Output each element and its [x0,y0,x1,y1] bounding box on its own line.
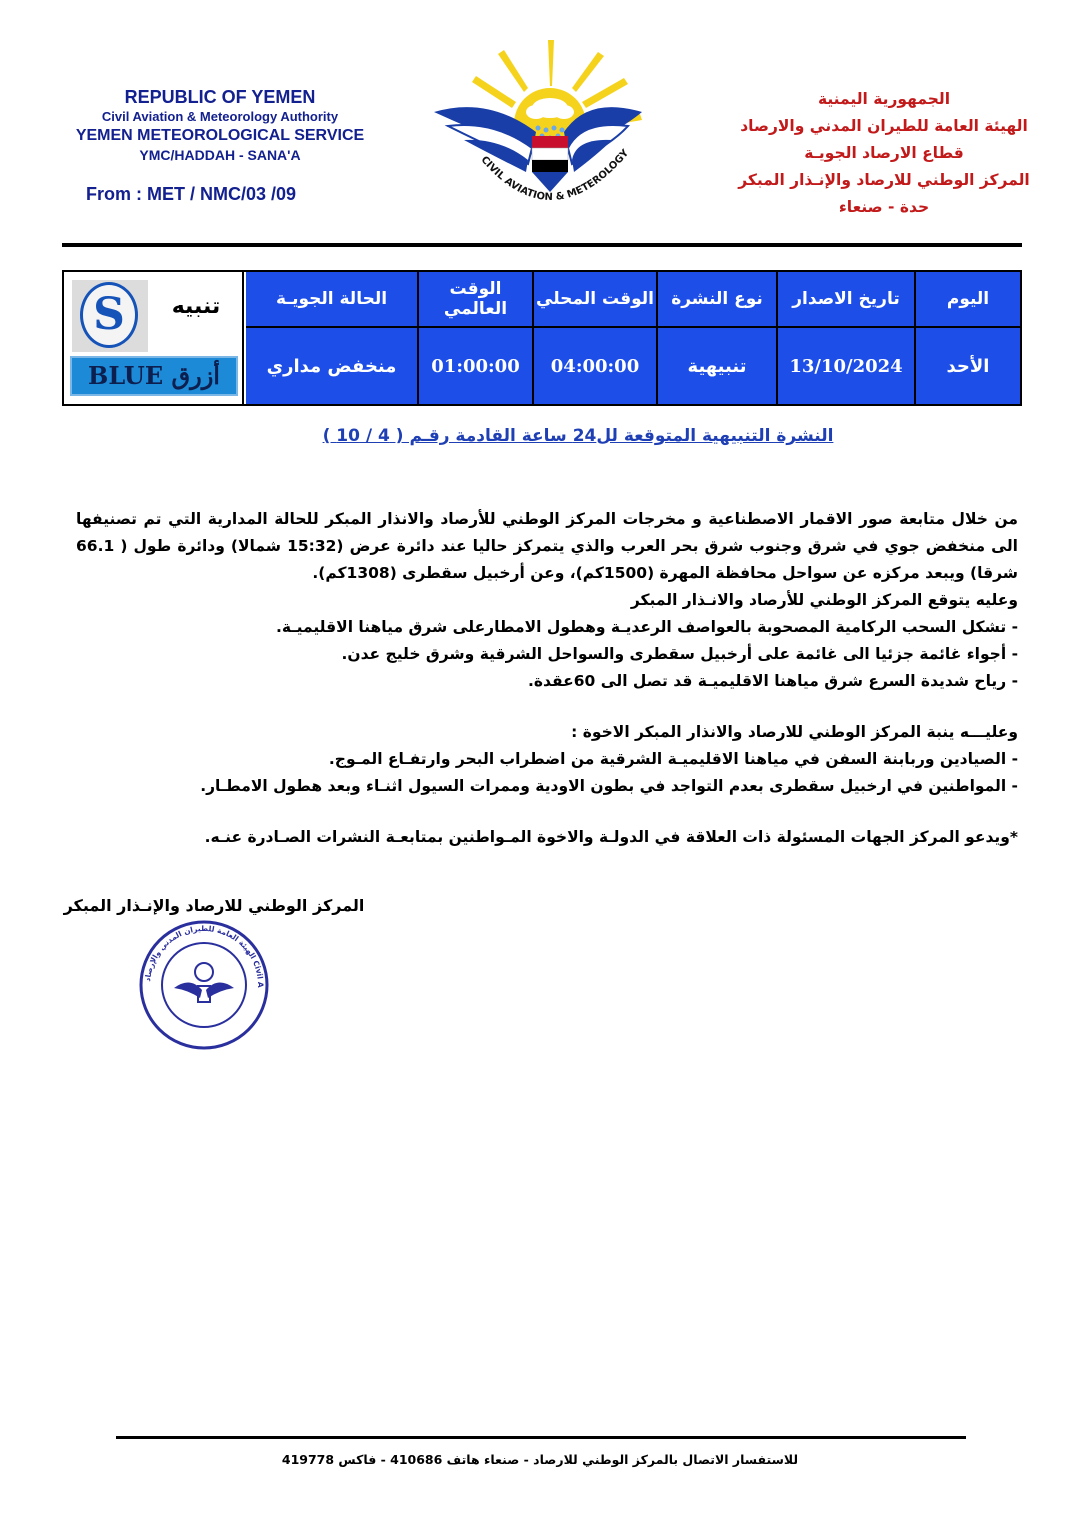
forecast-item: - رياح شديدة السرع شرق مياهنا الاقليميـة قد تصل الى 60عقدة. [527,672,1018,690]
warning-intro: وعليـــه ينبة المركز الوطني للارصاد والانذار المبكر الاخوة : [571,723,1018,741]
sector-name-ar: قطاع الارصاد الجويـة [804,144,964,162]
intro-paragraph: من خلال متابعة صور الاقمار الاصطناعية و مخرجات المركز الوطني للأرصاد والانذار المبكر للحالة المدارية التي تم تصنيفها الى منخفض جوي في شرق وجنوب شرق بحر العرب والذي يتمركز حاليا عند دائرة عرض (15:32 شمالا) ودائرة طول ( 66.1 شرقا) ويبعد مركزه عن سواحل محافظة المهرة (1500كم)، وعن أرخبيل سقطرى (1308كم). [76,510,1018,582]
signature-title: المركز الوطني للارصاد والإنـذار المبكر [63,896,365,915]
forecast-item: - تشكل السحب الركامية المصحوبة بالعواصف الرعديـة وهطول الامطارعلى شرق مياهنا الاقليميـة. [276,618,1018,636]
official-seal [136,918,272,1052]
bulletin-body [76,506,1018,851]
header-utc-time: الوقت العالمي [443,279,508,319]
arabic-header [734,86,1034,221]
from-line: From : MET / NMC/03 /09 [86,184,297,204]
badge-warning-word: تنبيه [171,294,221,319]
value-weather-state: منخفض مداري [266,355,397,377]
warning-level-badge [64,272,244,404]
header-local-time: الوقت المحلي [536,289,654,309]
value-local-time: 04:00:00 [550,355,640,377]
closing-note: *ويدعو المركز الجهات المسئولة ذات العلاقة في الدولـة والاخوة المـواطنين بمتابعـة النشرات الصـادرة عنـه. [204,828,1018,846]
seal-text: الهيئة العامة للطيران المدني والإرصاد Civil A [143,923,266,988]
footer-divider [116,1436,966,1439]
badge-letter: S [80,282,138,348]
authority-logo [428,36,648,228]
yemen-flag-shield-icon [532,136,568,192]
authority-name-en: Civil Aviation & Meteorology Authority [101,109,339,124]
header-bulletin-type: نوع النشرة [671,289,763,309]
logo-arc-text: CIVIL AVIATION & METEROLOGY [478,147,632,204]
value-utc-time: 01:00:00 [431,355,520,377]
footer-contact: للاستفسار الاتصال بالمركز الوطني للارصاد - صنعاء هاتف 410686 - فاكس 419778 [281,1452,799,1467]
warning-item: - المواطنين في ارخبيل سقطرى بعدم التواجد في بطون الاودية وممرات السيول اثنـاء وبعد هطول الامطـار. [200,777,1018,795]
value-bulletin-type: تنبيهية [687,355,747,377]
forecast-intro: وعليه يتوقع المركز الوطني للأرصاد والانـذار المبكر [630,591,1018,609]
service-name-en: YEMEN METEOROLOGICAL SERVICE [75,127,365,144]
location-en: YMC/HADDAH - SANA'A [139,147,301,163]
badge-level-label: BLUE أزرق [70,356,238,396]
country-name-ar: الجمهورية اليمنية [817,90,951,108]
header-weather-state: الحالة الجويـة [275,289,388,309]
authority-name-ar: الهيئة العامة للطيران المدني والارصاد [740,117,1028,135]
location-ar: حدة - صنعاء [838,198,930,216]
forecast-item: - أجواء غائمة جزئيا الى غائمة على أرخبيل سقطرى والسواحل الشرقية وشرق خليج عدن. [341,645,1018,663]
header-day: اليوم [946,289,990,309]
bulletin-title: النشرة التنبيهية المتوقعة لل24 ساعة القادمة رقـم ( 4 / 10 ) [322,426,834,446]
header-divider [62,243,1022,247]
value-issue-date: 13/10/2024 [789,355,903,377]
center-name-ar: المركز الوطني للارصاد والإنـذار المبكر [738,171,1030,189]
value-day: الأحد [946,355,990,377]
header-issue-date: تاريخ الاصدار [792,289,900,309]
english-header [60,86,380,164]
warning-item: - الصيادين وربابنة السفن في مياهنا الاقليميـة الشرقية من اضطراب البحر وارتفـاع المـوج. [328,750,1018,768]
bulletin-info-grid [246,272,1020,404]
country-name-en: REPUBLIC OF YEMEN [124,87,316,107]
